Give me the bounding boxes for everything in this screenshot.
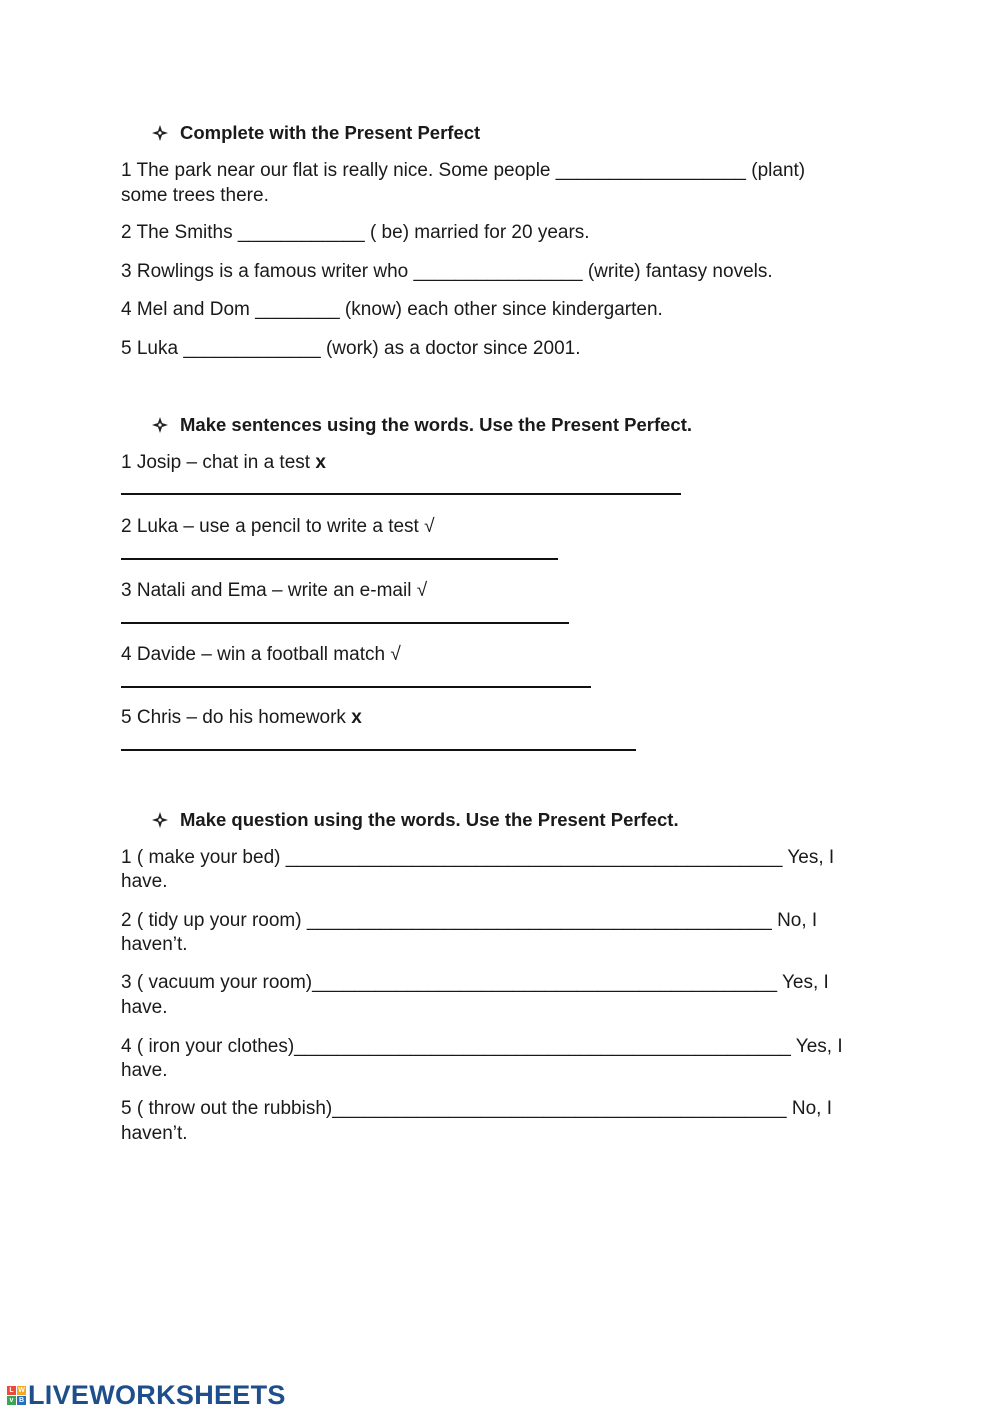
- logo-block: W: [18, 1386, 25, 1394]
- s2-item-1: [121, 451, 326, 475]
- s3-item-1-line2: have.: [121, 871, 168, 892]
- logo-block: B: [18, 1396, 25, 1404]
- section2-heading: Make sentences using the words. Use the Present Perfect.: [180, 414, 693, 435]
- s2-answer-line-3[interactable]: [121, 622, 569, 624]
- cross-mark: x: [351, 707, 362, 728]
- s2-item-3-text: 3 Natali and Ema – write an e-mail: [121, 580, 417, 601]
- liveworksheets-logo: [7, 1380, 286, 1410]
- s3-item-5-line2: haven’t.: [121, 1123, 188, 1144]
- diamond-bullet-icon: [152, 125, 168, 141]
- s2-answer-line-4[interactable]: [121, 686, 591, 688]
- check-mark: √: [424, 516, 435, 537]
- cross-mark: x: [315, 452, 326, 473]
- s2-item-3: [121, 579, 427, 603]
- logo-text: LIVEWORKSHEETS: [28, 1379, 286, 1410]
- s3-item-5-line1: 5 ( throw out the rubbish)___________________________________________ No, I: [121, 1098, 832, 1119]
- section3-heading: Make question using the words. Use the Present Perfect.: [180, 809, 679, 830]
- section1-heading: Complete with the Present Perfect: [180, 122, 481, 143]
- s1-item-2: 2 The Smiths ____________ ( be) married for 20 years.: [121, 222, 590, 243]
- logo-block: L: [7, 1386, 16, 1395]
- s1-item-1-line2: some trees there.: [121, 185, 269, 206]
- s2-item-4-text: 4 Davide – win a football match: [121, 644, 391, 665]
- s3-item-1-line1: 1 ( make your bed) _______________________________________________ Yes, I: [121, 847, 835, 868]
- diamond-bullet-icon: [152, 812, 168, 828]
- section2-heading-row: [152, 413, 692, 437]
- s1-item-3: 3 Rowlings is a famous writer who ________________ (write) fantasy novels.: [121, 261, 773, 282]
- section1-heading-row: [152, 121, 480, 145]
- s2-answer-line-5[interactable]: [121, 749, 636, 751]
- check-mark: √: [416, 580, 428, 601]
- s2-item-1-text: 1 Josip – chat in a test: [121, 452, 316, 473]
- s1-item-1-line1: 1 The park near our flat is really nice. Some people __________________ (plant): [121, 160, 806, 181]
- s3-item-3-line2: have.: [121, 997, 168, 1018]
- s1-item-4: 4 Mel and Dom ________ (know) each other since kindergarten.: [121, 299, 663, 320]
- section3-heading-row: [152, 808, 679, 832]
- s2-item-4: [121, 643, 401, 667]
- diamond-bullet-icon: [152, 417, 168, 433]
- s2-item-2-text: 2 Luka – use a pencil to write a test: [121, 516, 425, 537]
- logo-blocks-icon: [7, 1386, 26, 1405]
- check-mark: √: [390, 644, 401, 665]
- s2-answer-line-1[interactable]: [121, 493, 681, 495]
- s1-item-5: 5 Luka _____________ (work) as a doctor since 2001.: [121, 338, 581, 359]
- s3-item-4-line1: 4 ( iron your clothes)_______________________________________________ Yes, I: [121, 1036, 843, 1057]
- logo-block: v: [7, 1396, 16, 1405]
- s3-item-2-line2: haven’t.: [121, 934, 188, 955]
- s3-item-4-line2: have.: [121, 1060, 168, 1081]
- s2-item-5: [121, 706, 362, 730]
- s2-item-2: [121, 515, 435, 539]
- s3-item-3-line1: 3 ( vacuum your room)____________________________________________ Yes, I: [121, 972, 829, 993]
- s2-answer-line-2[interactable]: [121, 558, 558, 560]
- s3-item-2-line1: 2 ( tidy up your room) ____________________________________________ No, I: [121, 910, 818, 931]
- s2-item-5-text: 5 Chris – do his homework: [121, 707, 352, 728]
